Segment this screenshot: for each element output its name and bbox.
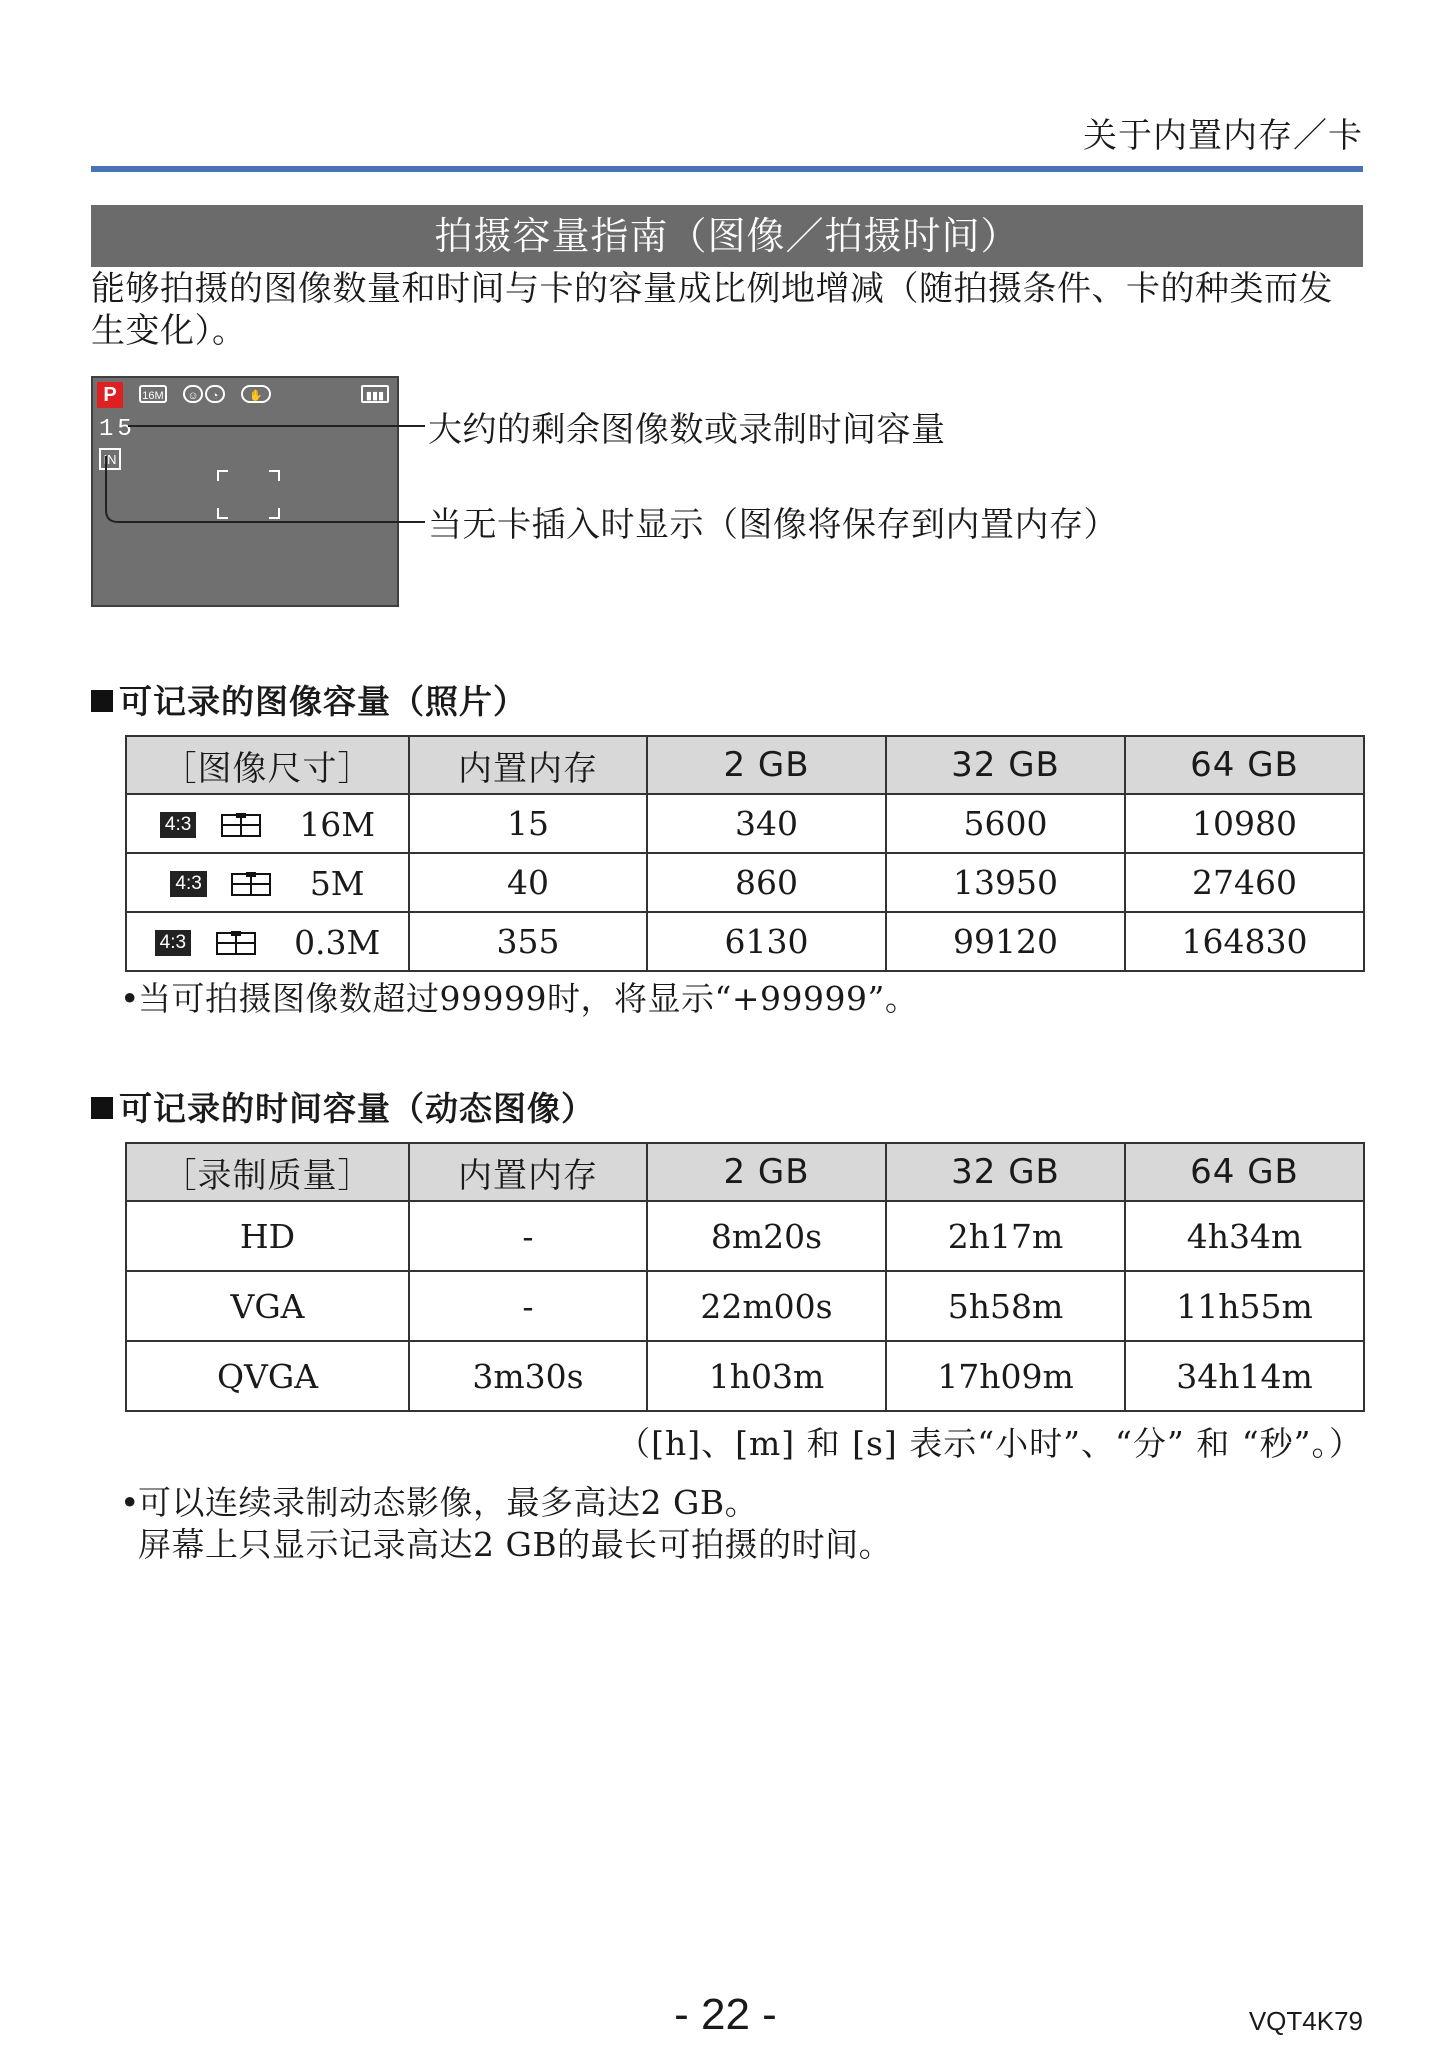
table-cell: 164830 [1125,912,1364,971]
video-heading: 可记录的时间容量（动态图像） [91,1083,595,1130]
header-title: 关于内置内存／卡 [1083,116,1363,156]
table-cell: 22m00s [647,1271,886,1341]
table-row [126,1271,1364,1341]
table-cell: 17h09m [886,1341,1125,1411]
multi-aspect-icon [216,930,256,956]
col-header: 2 GB [647,1143,886,1201]
quality-cell: HD [126,1201,409,1271]
col-header: 2 GB [647,736,886,794]
quality-cell: QVGA [126,1341,409,1411]
col-header: 32 GB [886,736,1125,794]
table-cell: 860 [647,853,886,912]
aspect-ratio-icon: 4:3 [155,930,191,956]
video-note: • 可以连续录制动态影像，最多高达2 GB。 屏幕上只显示记录高达2 GB的最长可拍摄的时间。 [120,1483,893,1564]
table-cell: 40 [409,853,647,912]
size-cell [126,853,409,912]
table-header-row [126,1143,1364,1201]
internal-memory-icon: IN [99,448,121,470]
table-row [126,853,1364,912]
table-cell: - [409,1201,647,1271]
col-header: 64 GB [1125,1143,1364,1201]
mode-p-icon: P [97,382,123,408]
size-cell [126,912,409,971]
size-cell [126,794,409,853]
callout-no-card: 当无卡插入时显示（图像将保存到内置内存） [428,505,1118,545]
remaining-count: 15 [99,416,136,443]
aspect-ratio-icon: 4:3 [160,812,196,838]
table-cell: - [409,1271,647,1341]
multi-aspect-icon [231,871,271,897]
smile-icon: ☺ [183,385,203,403]
col-header: ［录制质量］ [126,1143,409,1201]
col-header: 内置内存 [409,736,647,794]
col-header: ［图像尺寸］ [126,736,409,794]
square-bullet-icon [91,1097,113,1119]
table-cell: 11h55m [1125,1271,1364,1341]
picture-size-icon: 16M [139,385,167,403]
table-row [126,1201,1364,1271]
table-cell: 13950 [886,853,1125,912]
photo-heading: 可记录的图像容量（照片） [91,676,527,723]
table-cell: 8m20s [647,1201,886,1271]
table-cell: 6130 [647,912,886,971]
callout-lines [0,0,1451,700]
table-cell: 2h17m [886,1201,1125,1271]
multi-aspect-icon [221,812,261,838]
col-header: 64 GB [1125,736,1364,794]
intro-paragraph: 能够拍摄的图像数量和时间与卡的容量成比例地增减（随拍摄条件、卡的种类而发生变化）。 [91,269,1333,351]
table-cell: 10980 [1125,794,1364,853]
section-banner: 拍摄容量指南（图像／拍摄时间） [91,205,1363,267]
col-header: 32 GB [886,1143,1125,1201]
table-cell: 99120 [886,912,1125,971]
photo-capacity-table [125,735,1365,972]
table-cell: 34h14m [1125,1341,1364,1411]
table-cell: 3m30s [409,1341,647,1411]
square-bullet-icon [91,690,113,712]
video-capacity-table [125,1142,1365,1412]
table-cell: 15 [409,794,647,853]
table-cell: 340 [647,794,886,853]
image-size: 5M [309,864,365,904]
battery-icon: ▮▮▮ [361,385,389,403]
callout-remaining: 大约的剩余图像数或录制时间容量 [428,410,946,450]
self-timer-icon: ◔ [205,385,225,403]
model-code: VQT4K79 [1248,2006,1363,2036]
table-cell: 4h34m [1125,1201,1364,1271]
unit-note: （[h]、[m] 和 [s] 表示“小时”、“分” 和 “秒”。） [617,1424,1363,1463]
col-header: 内置内存 [409,1143,647,1201]
stabilizer-icon: ✋ [241,385,271,403]
table-cell: 1h03m [647,1341,886,1411]
table-header-row [126,736,1364,794]
table-cell: 355 [409,912,647,971]
table-cell: 27460 [1125,853,1364,912]
photo-note: • 当可拍摄图像数超过99999时，将显示“+99999”。 [120,979,919,1018]
image-size: 16M [299,805,376,845]
table-row [126,794,1364,853]
table-row [126,1341,1364,1411]
bullet-dot: • [120,979,140,1018]
quality-cell: VGA [126,1271,409,1341]
page-number: - 22 - [674,1990,777,2039]
table-cell: 5600 [886,794,1125,853]
image-size: 0.3M [294,923,381,963]
aspect-ratio-icon: 4:3 [170,871,206,897]
bullet-dot: • [120,1483,140,1522]
table-row [126,912,1364,971]
table-cell: 5h58m [886,1271,1125,1341]
